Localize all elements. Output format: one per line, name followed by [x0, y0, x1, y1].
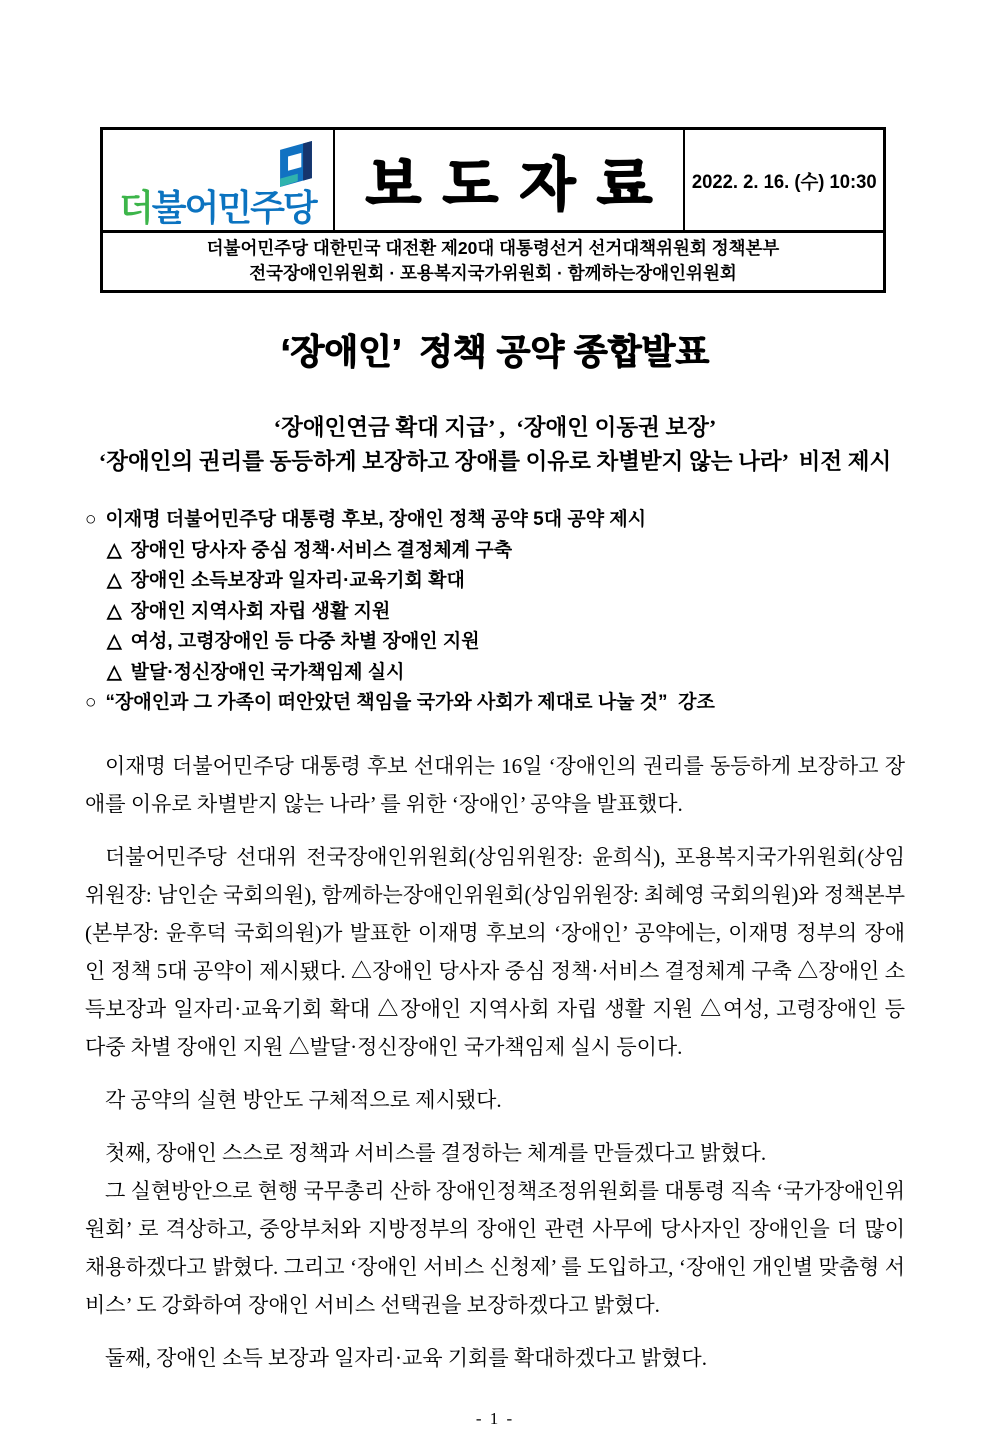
- triangle-bullet-icon: △: [107, 631, 122, 652]
- article-body: [85, 747, 905, 1377]
- list-item: [85, 597, 905, 628]
- summary-text: 이재명 더불어민주당 대통령 후보, 장애인 정책 공약 5대 공약 제시: [105, 509, 647, 530]
- body-paragraph: 더불어민주당 선대위 전국장애인위원회(상임위원장: 윤희식), 포용복지국가위원회(상임위원장: 남인순 국회의원), 함께하는장애인위원회(상임위원장: 최혜영 국회의원)와 정책본부(본부장: 윤후덕 국회의원)가 발표한 이재명 후보의 ‘장애인’ 공약에는, 이재명 정부의 장애인 정책 5대 공약이 제시됐다. △장애인 당사자 중심 정책·서비스 결정체계 구축 △장애인 소득보장과 일자리·교육기회 확대 △장애인 지역사회 자립 생활 지원 △여성, 고령장애인 등 다중 차별 장애인 지원 △발달·정신장애인 국가책임제 실시 등이다.: [85, 844, 905, 1059]
- list-item: [85, 566, 905, 597]
- list-item: [85, 505, 905, 536]
- body-paragraph: 둘째, 장애인 소득 보장과 일자리·교육 기회를 확대하겠다고 밝혔다.: [105, 1345, 707, 1370]
- page-title: ‘장애인’ 정책 공약 종합발표: [280, 333, 710, 372]
- header-top-row: [103, 130, 883, 230]
- summary-text: 장애인 당사자 중심 정책·서비스 결정체계 구축: [130, 539, 513, 561]
- triangle-bullet-icon: △: [107, 570, 122, 591]
- body-paragraph: 첫째, 장애인 스스로 정책과 서비스를 결정하는 체계를 만들겠다고 밝혔다.: [105, 1140, 767, 1165]
- party-flag-icon: [273, 138, 319, 190]
- page-number: - 1 -: [475, 1408, 515, 1428]
- subtitle-line-1: ‘장애인연금 확대 지급’ , ‘장애인 이동권 보장’: [273, 415, 717, 440]
- body-paragraph: 이재명 더불어민주당 대통령 후보 선대위는 16일 ‘장애인의 권리를 동등하게 보장하고 장애를 이유로 차별받지 않는 나라’ 를 위한 ‘장애인’ 공약을 발표했다.: [85, 753, 905, 816]
- circle-bullet-icon: ○: [85, 692, 97, 713]
- party-logo-cell: [103, 130, 335, 230]
- logo-text-first: 더: [119, 187, 152, 228]
- list-item: [85, 627, 905, 658]
- summary-list: [85, 505, 905, 719]
- summary-text: 장애인 소득보장과 일자리·교육기회 확대: [130, 570, 465, 591]
- logo-text-rest: 불어민주당: [151, 187, 316, 228]
- body-paragraph: 그 실현방안으로 현행 국무총리 산하 장애인정책조정위원회를 대통령 직속 ‘국가장애인위원회’ 로 격상하고, 중앙부처와 지방정부의 장애인 관련 사무에 당사자인 장애인을 더 많이 채용하겠다고 밝혔다. 그리고 ‘장애인 서비스 신청제’ 를 도입하고, ‘장애인 개인별 맞춤형 서비스’ 도 강화하여 장애인 서비스 선택권을 보장하겠다고 밝혔다.: [85, 1178, 905, 1317]
- issuing-organizations: [103, 230, 883, 290]
- list-item: [85, 536, 905, 567]
- release-datetime: 2022. 2. 16. (수) 10:30: [691, 171, 877, 193]
- summary-text: 여성, 고령장애인 등 다중 차별 장애인 지원: [130, 631, 480, 652]
- triangle-bullet-icon: △: [107, 661, 122, 683]
- org-line-1: 더불어민주당 대한민국 대전환 제20대 대통령선거 선거대책위원회 정책본부: [206, 238, 780, 258]
- summary-text: 발달·정신장애인 국가책임제 실시: [130, 661, 405, 683]
- doc-type-title: 보도자료: [365, 153, 675, 217]
- party-logo-text: [119, 187, 316, 228]
- body-paragraph: 각 공약의 실현 방안도 구체적으로 제시됐다.: [105, 1087, 502, 1112]
- triangle-bullet-icon: △: [107, 539, 122, 561]
- release-datetime-cell: [685, 130, 883, 230]
- circle-bullet-icon: ○: [85, 509, 97, 530]
- triangle-bullet-icon: △: [107, 600, 122, 622]
- list-item: [85, 688, 905, 719]
- list-item: [85, 658, 905, 689]
- summary-text: 장애인 지역사회 자립 생활 지원: [130, 600, 391, 622]
- subtitle-block: [85, 411, 905, 479]
- header: [100, 127, 886, 293]
- subtitle-line-2: ‘장애인의 권리를 동등하게 보장하고 장애를 이유로 차별받지 않는 나라’ 비전 제시: [98, 449, 892, 474]
- org-line-2: 전국장애인위원회 · 포용복지국가위원회 · 함께하는장애인위원회: [249, 263, 737, 283]
- summary-text: “장애인과 그 가족이 떠안았던 책임을 국가와 사회가 제대로 나눌 것” 강조: [105, 692, 715, 713]
- doc-type-cell: [335, 130, 685, 230]
